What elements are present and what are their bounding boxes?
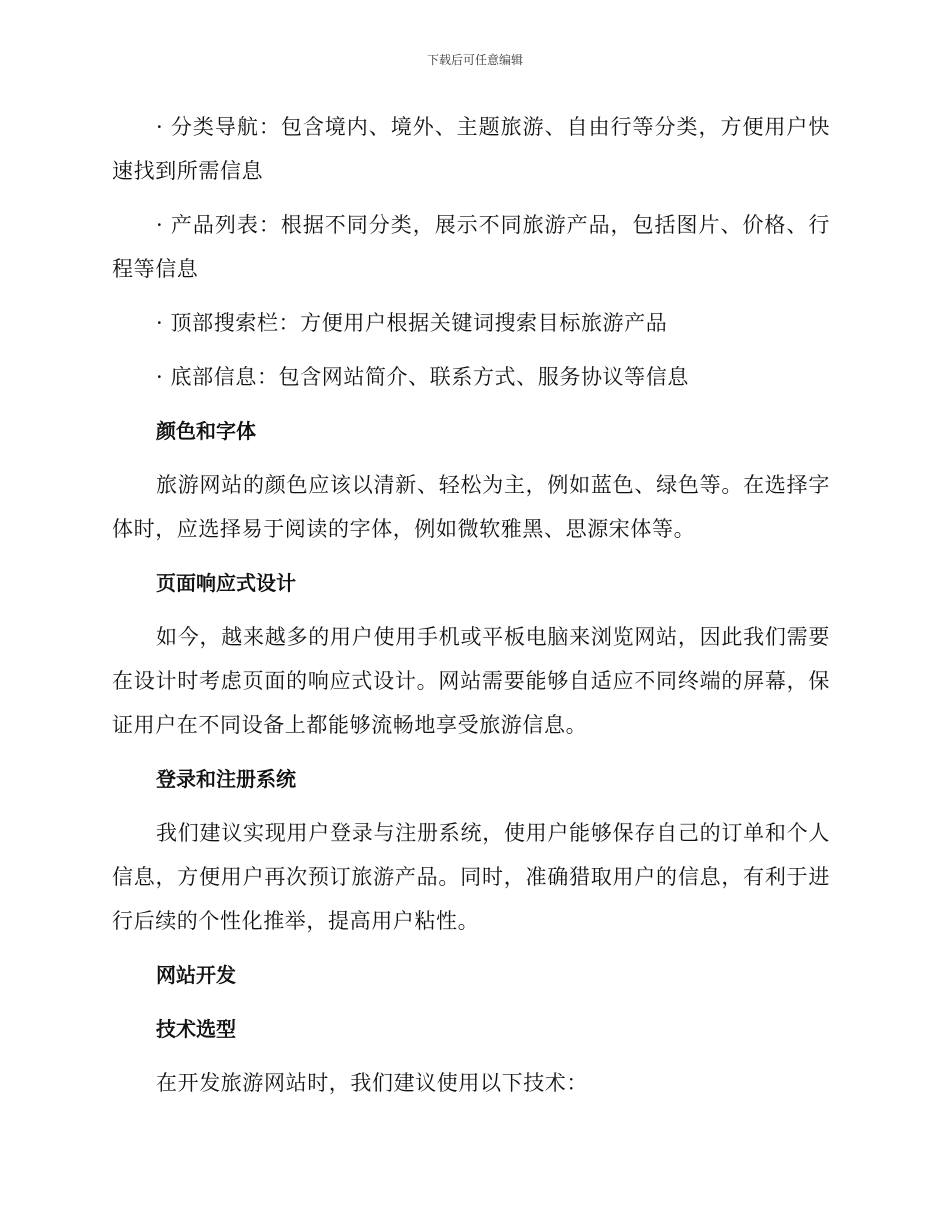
bullet-product-list: · 产品列表：根据不同分类，展示不同旅游产品，包括图片、价格、行程等信息 [112, 213, 830, 281]
page-header: 下载后可任意编辑 [426, 53, 523, 67]
bullet-footer-info: · 底部信息：包含网站简介、联系方式、服务协议等信息 [156, 365, 689, 389]
heading-website-development: 网站开发 [156, 963, 236, 987]
paragraph-color-and-font: 旅游网站的颜色应该以清新、轻松为主，例如蓝色、绿色等。在选择字体时，应选择易于阅读的字体，例如微软雅黑、思源宋体等。 [112, 473, 830, 541]
heading-login-register: 登录和注册系统 [156, 767, 296, 791]
bullet-category-navigation: · 分类导航：包含境内、境外、主题旅游、自由行等分类，方便用户快速找到所需信息 [112, 115, 830, 183]
paragraph-technology-intro: 在开发旅游网站时，我们建议使用以下技术： [156, 1071, 588, 1095]
document-body [112, 105, 830, 1115]
heading-responsive-design: 页面响应式设计 [156, 571, 296, 595]
heading-color-and-font: 颜色和字体 [156, 419, 256, 443]
bullet-top-search-bar: · 顶部搜索栏：方便用户根据关键词搜索目标旅游产品 [156, 311, 668, 335]
paragraph-login-register: 我们建议实现用户登录与注册系统，使用户能够保存自己的订单和个人信息，方便用户再次预订旅游产品。同时，准确猎取用户的信息，有利于进行后续的个性化推举，提高用户粘性。 [112, 821, 830, 933]
heading-technology-selection: 技术选型 [156, 1017, 236, 1041]
paragraph-responsive-design: 如今，越来越多的用户使用手机或平板电脑来浏览网站，因此我们需要在设计时考虑页面的响应式设计。网站需要能够自适应不同终端的屏幕，保证用户在不同设备上都能够流畅地享受旅游信息。 [112, 625, 830, 737]
